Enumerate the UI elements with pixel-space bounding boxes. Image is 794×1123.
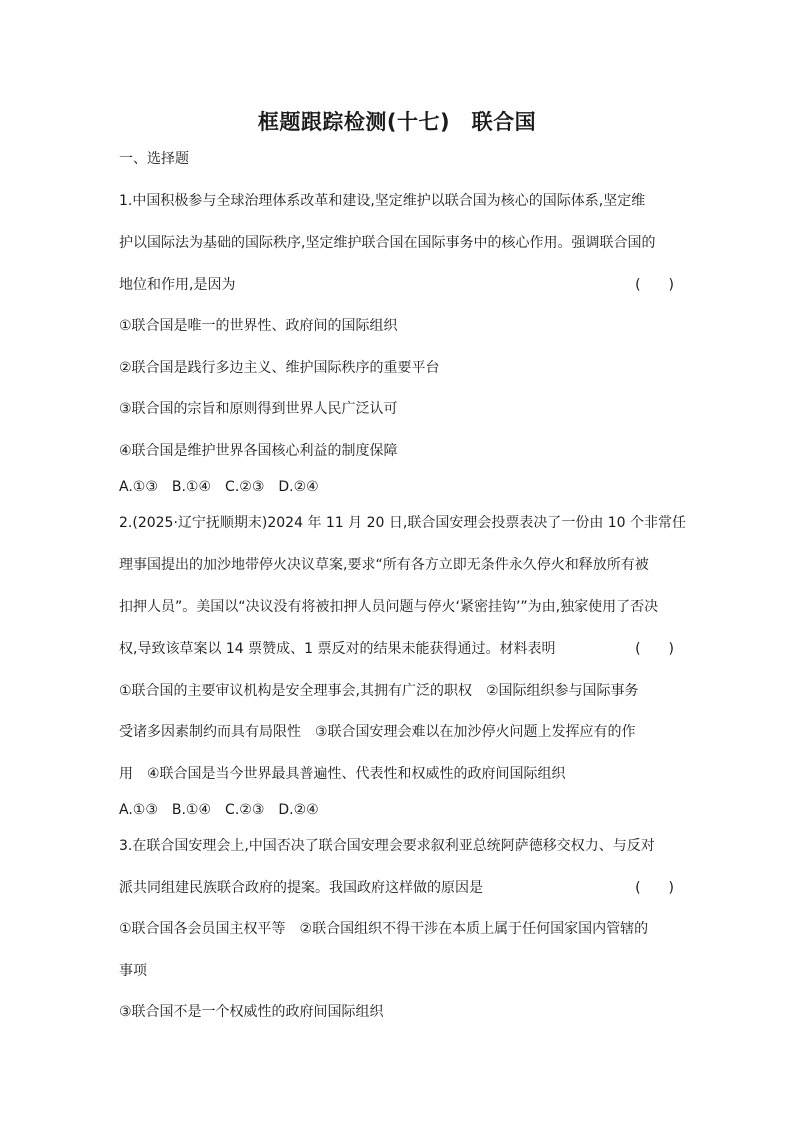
section-heading: 一、选择题: [119, 151, 189, 167]
q3-answer-blank: ( ): [635, 880, 674, 896]
q2-option-line: ①联合国的主要审议机构是安全理事会,其拥有广泛的职权 ②国际组织参与国际事务: [119, 683, 639, 699]
q2-choices: A.①③ B.①④ C.②③ D.②④: [119, 802, 319, 818]
q3-stem-line: 派共同组建民族联合政府的提案。我国政府这样做的原因是: [119, 880, 483, 896]
q2-answer-blank: ( ): [635, 641, 674, 657]
q2-option-line: 受诸多因素制约而具有局限性 ③联合国安理会难以在加沙停火问题上发挥应有的作: [119, 724, 636, 740]
q1-stem-line: 护以国际法为基础的国际秩序,坚定维护联合国在国际事务中的核心作用。强调联合国的: [119, 235, 656, 251]
page-title: 框题跟踪检测(十七) 联合国: [257, 110, 537, 134]
q3-option-line: 事项: [119, 963, 147, 979]
q1-option: ③联合国的宗旨和原则得到世界人民广泛认可: [119, 401, 398, 417]
q2-stem-line: 权,导致该草案以 14 票赞成、1 票反对的结果未能获得通过。材料表明: [119, 641, 556, 657]
q3-stem-line: 3.在联合国安理会上,中国否决了联合国安理会要求叙利亚总统阿萨德移交权力、与反对: [119, 838, 655, 854]
q2-stem-line: 2.(2025·辽宁抚顺期末)2024 年 11 月 20 日,联合国安理会投票表决了一份由 10 个非常任: [119, 515, 687, 531]
q1-stem-line: 地位和作用,是因为: [119, 277, 236, 293]
q1-option: ②联合国是践行多边主义、维护国际秩序的重要平台: [119, 360, 440, 376]
q1-option: ①联合国是唯一的世界性、政府间的国际组织: [119, 318, 398, 334]
q1-answer-blank: ( ): [635, 277, 674, 293]
q1-option: ④联合国是维护世界各国核心利益的制度保障: [119, 443, 398, 459]
q1-stem-line: 1.中国积极参与全球治理体系改革和建设,坚定维护以联合国为核心的国际体系,坚定维: [119, 193, 646, 209]
q3-option-line: ①联合国各会员国主权平等 ②联合国组织不得干涉在本质上属于任何国家国内管辖的: [119, 921, 649, 937]
q2-stem-line: 理事国提出的加沙地带停火决议草案,要求“所有各方立即无条件永久停火和释放所有被: [119, 557, 649, 573]
q3-option-line: ③联合国不是一个权威性的政府间国际组织: [119, 1004, 384, 1020]
q1-choices: A.①③ B.①④ C.②③ D.②④: [119, 479, 319, 495]
q2-option-line: 用 ④联合国是当今世界最具普遍性、代表性和权威性的政府间国际组织: [119, 766, 566, 782]
q2-stem-line: 扣押人员”。美国以“决议没有将被扣押人员问题与停火‘紧密挂钩’”为由,独家使用了否决: [119, 599, 659, 615]
